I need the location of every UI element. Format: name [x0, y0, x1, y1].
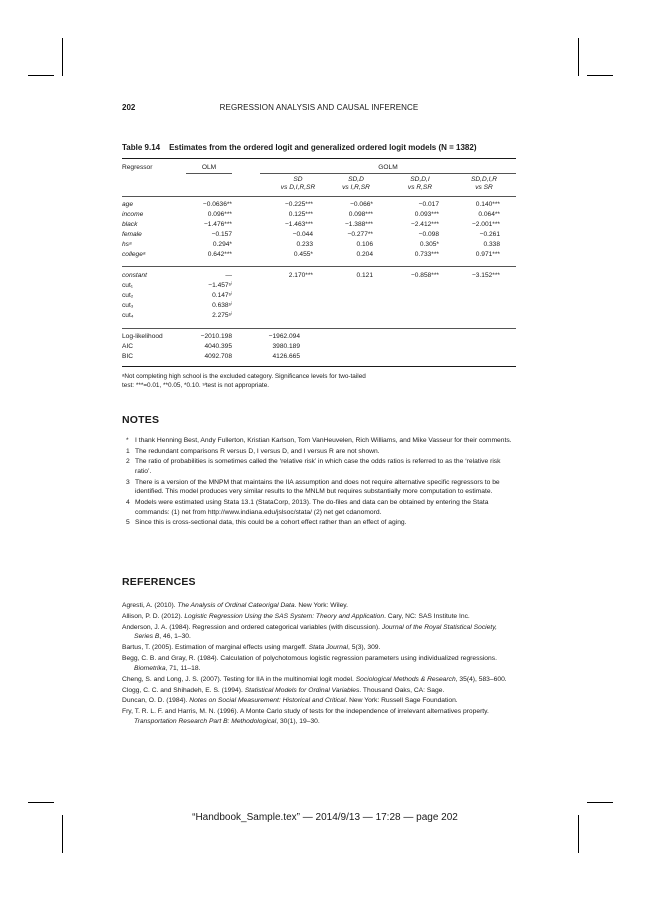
notes-list: [122, 436, 516, 529]
regressor-label: cut₂: [122, 292, 134, 299]
estimate-cell: 2.170***: [288, 272, 313, 279]
estimate-cell: 0.147ˢⁱ: [212, 292, 232, 299]
estimate-cell: 3980.189: [272, 343, 300, 350]
reference-source-title: Statistical Models for Ordinal Variables: [244, 686, 360, 694]
running-title: REGRESSION ANALYSIS AND CAUSAL INFERENCE: [219, 103, 419, 112]
note-marker: 4: [126, 498, 130, 506]
header-bottom-rule: [122, 196, 516, 197]
col-header-olm: OLM: [201, 164, 217, 171]
estimate-cell: 0.305*: [419, 241, 439, 248]
note-item: [122, 436, 516, 446]
estimate-cell: −0.044: [292, 231, 313, 238]
regressor-label: cut₄: [122, 312, 134, 319]
reference-source-title: Stata Journal: [308, 644, 349, 652]
golm-header-underline: [260, 173, 516, 174]
golm-subheader: SD: [293, 176, 303, 183]
reference-item: [122, 654, 516, 673]
estimate-cell: 0.140***: [475, 201, 500, 208]
estimate-cell: −0.225***: [284, 201, 313, 208]
estimate-cell: −1.457ˢⁱ: [208, 282, 232, 289]
estimate-cell: −0.261: [479, 231, 500, 238]
golm-subheader: SD,D,I: [410, 176, 430, 183]
golm-subheader: SD,D,I,R: [470, 176, 497, 183]
estimate-cell: −1962.094: [268, 333, 300, 340]
estimate-cell: −0.277**: [347, 231, 373, 238]
reference-item: [122, 623, 516, 642]
golm-subheader: vs R,SR: [407, 184, 433, 191]
reference-text: Bartus, T. (2005). Estimation of marginal effects using margeff.: [122, 644, 309, 652]
note-marker: 2: [126, 458, 130, 466]
estimate-cell: 0.064**: [478, 211, 500, 218]
crop-mark: [587, 75, 613, 76]
estimate-cell: −0.157: [211, 231, 232, 238]
table-caption: [122, 143, 516, 152]
reference-text: , 35(4), 583–600.: [455, 675, 507, 683]
note-item: [122, 518, 516, 528]
note-item: [122, 478, 516, 497]
regressor-label: female: [122, 231, 142, 238]
page-footer: “Handbook_Sample.tex” — 2014/9/13 — 17:28 — page 202: [192, 812, 458, 823]
reference-item: [122, 675, 516, 685]
golm-subheader: vs I,R,SR: [342, 184, 370, 191]
estimate-cell: 4126.665: [272, 353, 300, 360]
reference-text: Allison, P. D. (2012).: [122, 612, 185, 620]
estimate-cell: −3.152***: [471, 272, 500, 279]
olm-header-underline: [186, 173, 232, 174]
reference-text: Clogg, C. C. and Shihadeh, E. S. (1994).: [122, 686, 245, 694]
estimate-cell: −2.412***: [410, 221, 439, 228]
reference-source-title: Biometrika: [134, 664, 166, 672]
estimate-cell: −0.098: [418, 231, 439, 238]
col-header-golm: GOLM: [378, 164, 398, 171]
section-rule: [122, 328, 516, 329]
crop-mark: [62, 38, 63, 76]
estimate-cell: 0.121: [356, 272, 373, 279]
note-marker: 3: [126, 478, 130, 486]
reference-text: . Thousand Oaks, CA: Sage.: [359, 686, 445, 694]
note-text: Models were estimated using Stata 13.1 (StataCorp, 2013). The do-files and data can be obtained by entering the Stata commands: (1) net from http://www.indiana.edu/jslsoc/stata/ (2) net get cdanomord.: [135, 498, 489, 516]
estimate-cell: —: [225, 272, 232, 279]
estimate-cell: −1.388***: [344, 221, 373, 228]
reference-text: Duncan, O. D. (1984).: [122, 697, 190, 705]
estimate-cell: 0.125***: [288, 211, 313, 218]
golm-subheader: SD,D: [348, 176, 364, 183]
regressor-label: collegeᵃ: [122, 251, 146, 258]
estimate-cell: 0.971***: [475, 251, 500, 258]
estimate-cell: −0.0636**: [202, 201, 232, 208]
crop-mark: [28, 802, 54, 803]
reference-item: [122, 686, 516, 696]
estimate-cell: 0.093***: [414, 211, 439, 218]
reference-text: . New York: Wiley.: [294, 602, 348, 609]
estimate-cell: 0.106: [356, 241, 373, 248]
note-text: There is a version of the MNPM that maintains the IIA assumption and does not require alternative specific regressors to be identified. This model produces very similar results to the MNLM but requires substantially more computation to estimate.: [135, 478, 500, 496]
references-list: [122, 601, 516, 728]
note-item: [122, 498, 516, 517]
regressor-label: income: [122, 211, 144, 218]
table-footnote: [122, 372, 516, 390]
section-rule: [122, 266, 516, 267]
estimate-cell: −2.001***: [471, 221, 500, 228]
estimate-cell: 0.294*: [212, 241, 232, 248]
estimate-cell: 0.638ˢⁱ: [212, 302, 232, 309]
reference-text: Fry, T. R. L. F. and Harris, M. N. (1996). A Monte Carlo study of tests for the independence of irrelevant alternatives property.: [122, 708, 489, 716]
crop-mark: [578, 38, 579, 76]
page-number: 202: [122, 103, 136, 112]
reference-text: . Cary, NC: SAS Institute Inc.: [384, 612, 470, 620]
table-number: Table 9.14: [122, 143, 161, 152]
reference-item: [122, 643, 516, 653]
regressor-label: Log-likelihood: [122, 333, 163, 340]
table-bottom-rule: [122, 366, 516, 367]
note-text: Since this is cross-sectional data, this could be a cohort effect rather than an effect of aging.: [135, 519, 407, 527]
reference-source-title: Logistic Regression Using the SAS System: Theory and Application: [184, 612, 385, 620]
notes-heading: NOTES: [122, 414, 160, 426]
regressor-label: cut₃: [122, 302, 134, 309]
estimate-cell: −0.017: [418, 201, 439, 208]
col-header-regressor: Regressor: [122, 164, 153, 171]
estimate-cell: −2010.198: [200, 333, 232, 340]
estimate-cell: 0.338: [483, 241, 500, 248]
regressor-label: constant: [122, 272, 147, 279]
regressor-label: AIC: [122, 343, 133, 350]
regressor-label: age: [122, 201, 134, 208]
estimate-cell: 0.455*: [293, 251, 313, 258]
reference-text: Cheng, S. and Long, J. S. (2007). Testing for IIA in the multinomial logit model.: [122, 675, 356, 683]
reference-text: , 5(3), 309.: [348, 644, 381, 652]
reference-source-title: Notes on Social Measurement: Historical and Critical: [189, 697, 346, 705]
crop-mark: [587, 802, 613, 803]
regressor-label: cut₁: [122, 282, 134, 289]
note-marker: 5: [126, 519, 130, 527]
running-header: [122, 103, 516, 115]
estimate-cell: 0.096***: [207, 211, 232, 218]
estimate-cell: −1.463***: [284, 221, 313, 228]
note-marker: *: [126, 437, 129, 444]
note-text: I thank Henning Best, Andy Fullerton, Kristian Karlson, Tom VanHeuvelen, Rich Williams, and Mike Vasseur for their comments.: [135, 437, 512, 444]
estimate-cell: 4040.395: [204, 343, 232, 350]
estimate-cell: 0.733***: [414, 251, 439, 258]
estimate-cell: 0.642***: [207, 251, 232, 258]
reference-source-title: Transportation Research Part B: Methodological: [134, 717, 277, 725]
reference-text: Begg, C. B. and Gray, R. (1984). Calculation of polychotomous logistic regression parameters using individualized regressions.: [122, 655, 497, 663]
reference-item: [122, 707, 516, 726]
reference-source-title: The Analysis of Ordinal Cateorigal Data: [177, 602, 295, 609]
reference-text: , 46, 1–30.: [159, 633, 191, 641]
estimate-cell: 0.098***: [348, 211, 373, 218]
note-item: [122, 447, 516, 457]
reference-text: Anderson, J. A. (1984). Regression and ordered categorical variables (with discussion).: [122, 623, 382, 631]
estimate-cell: −0.066*: [350, 201, 373, 208]
table-footnote-line: ᵃNot completing high school is the excluded category. Significance levels for two-tailed: [122, 373, 366, 380]
estimate-cell: 2.275ˢⁱ: [212, 312, 232, 319]
reference-item: [122, 612, 516, 622]
regressor-label: hsᵃ: [122, 241, 132, 248]
reference-text: Agresti, A. (2010).: [122, 602, 178, 609]
note-marker: 1: [126, 447, 130, 455]
references-heading: REFERENCES: [122, 576, 196, 588]
regressor-label: BIC: [122, 353, 133, 360]
estimate-cell: −1.476***: [203, 221, 232, 228]
reference-source-title: Sociological Methods & Research: [355, 675, 456, 683]
table-top-rule: [122, 158, 516, 159]
estimate-cell: 0.204: [356, 251, 373, 258]
regressor-label: black: [122, 221, 138, 228]
golm-subheader: vs D,I,R,SR: [280, 184, 316, 191]
table-footnote-line: test: ***=0.01, **0.05, *0.10. ˢⁱtest is not appropriate.: [122, 382, 270, 389]
note-item: [122, 457, 516, 476]
golm-subheader: vs SR: [475, 184, 493, 191]
reference-item: [122, 696, 516, 706]
reference-text: . New York: Russell Sage Foundation.: [345, 697, 458, 705]
reference-text: , 30(1), 19–30.: [276, 717, 320, 725]
estimate-cell: −0.858***: [410, 272, 439, 279]
estimate-cell: 0.233: [296, 241, 313, 248]
estimate-cell: 4092.708: [204, 353, 232, 360]
reference-source-title: Journal of the Royal Statistical Society, Series B: [134, 623, 497, 641]
reference-item: [122, 601, 516, 611]
note-text: The redundant comparisons R versus D, I versus D, and I versus R are not shown.: [135, 447, 380, 455]
note-text: The ratio of probabilities is sometimes called the ‘relative risk’ in which case the odds ratios is referred to as the ‘relative risk ratio’.: [135, 458, 501, 475]
reference-text: , 71, 11–18.: [165, 664, 201, 672]
crop-mark: [28, 75, 54, 76]
table-title: Estimates from the ordered logit and generalized ordered logit models (N = 1382): [169, 143, 477, 152]
